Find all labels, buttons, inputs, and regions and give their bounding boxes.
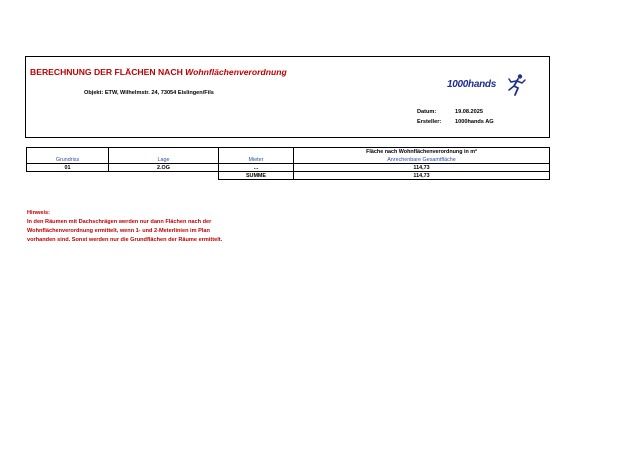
col-header-lage: Lage (109, 148, 219, 164)
ersteller-value: 1000hands AG (455, 119, 494, 125)
cell-lage: 2.OG (109, 164, 219, 172)
sum-value: 114,73 (294, 172, 550, 180)
col-header-flaeche: Anrechenbare Gesamtfläche (294, 156, 550, 164)
datum-label: Datum: (417, 109, 437, 115)
cell-flaeche: 114,73 (294, 164, 550, 172)
objekt-line: Objekt: ETW, Wilhelmstr. 24, 73054 Eislingen/Fils (84, 90, 214, 96)
col-header-mieter: Mieter (219, 148, 294, 164)
ersteller-row (417, 119, 494, 125)
document-header-box (25, 56, 550, 138)
cell-grundriss: 01 (27, 164, 109, 172)
hint-line-3: vorhanden sind. Sonst werden nur die Grundflächen der Räume ermittelt. (27, 237, 223, 243)
table-row (27, 164, 550, 172)
datum-row (417, 109, 483, 115)
col-group-header: Fläche nach Wohnflächenverordnung in m² (294, 148, 550, 156)
hint-heading: Hinweis: (27, 210, 51, 216)
title-plain: BERECHNUNG DER FLÄCHEN NACH (30, 67, 186, 77)
cell-mieter: ... (219, 164, 294, 172)
company-logo (447, 73, 529, 97)
hint-line-1: In den Räumen mit Dachschrägen werden nur dann Flächen nach der (27, 219, 212, 225)
ersteller-label: Ersteller: (417, 119, 442, 125)
sum-spacer-2 (109, 172, 219, 180)
title-italic: Wohnflächenverordnung (185, 67, 287, 77)
area-table (26, 147, 550, 180)
col-header-grundriss: Grundriss (27, 148, 109, 164)
sum-spacer-1 (27, 172, 109, 180)
sum-row (27, 172, 550, 180)
hint-block (27, 209, 222, 245)
hint-line-2: Wohnflächenverordnung ermittelt, wenn 1- und 2-Meterlinien im Plan (27, 228, 210, 234)
table-header-row-1 (27, 148, 550, 156)
sum-label: SUMME (219, 172, 294, 180)
logo-text: 1000hands (447, 79, 496, 90)
datum-value: 19.08.2025 (455, 109, 483, 115)
runner-logo-icon (505, 73, 527, 97)
document-title (30, 67, 287, 77)
